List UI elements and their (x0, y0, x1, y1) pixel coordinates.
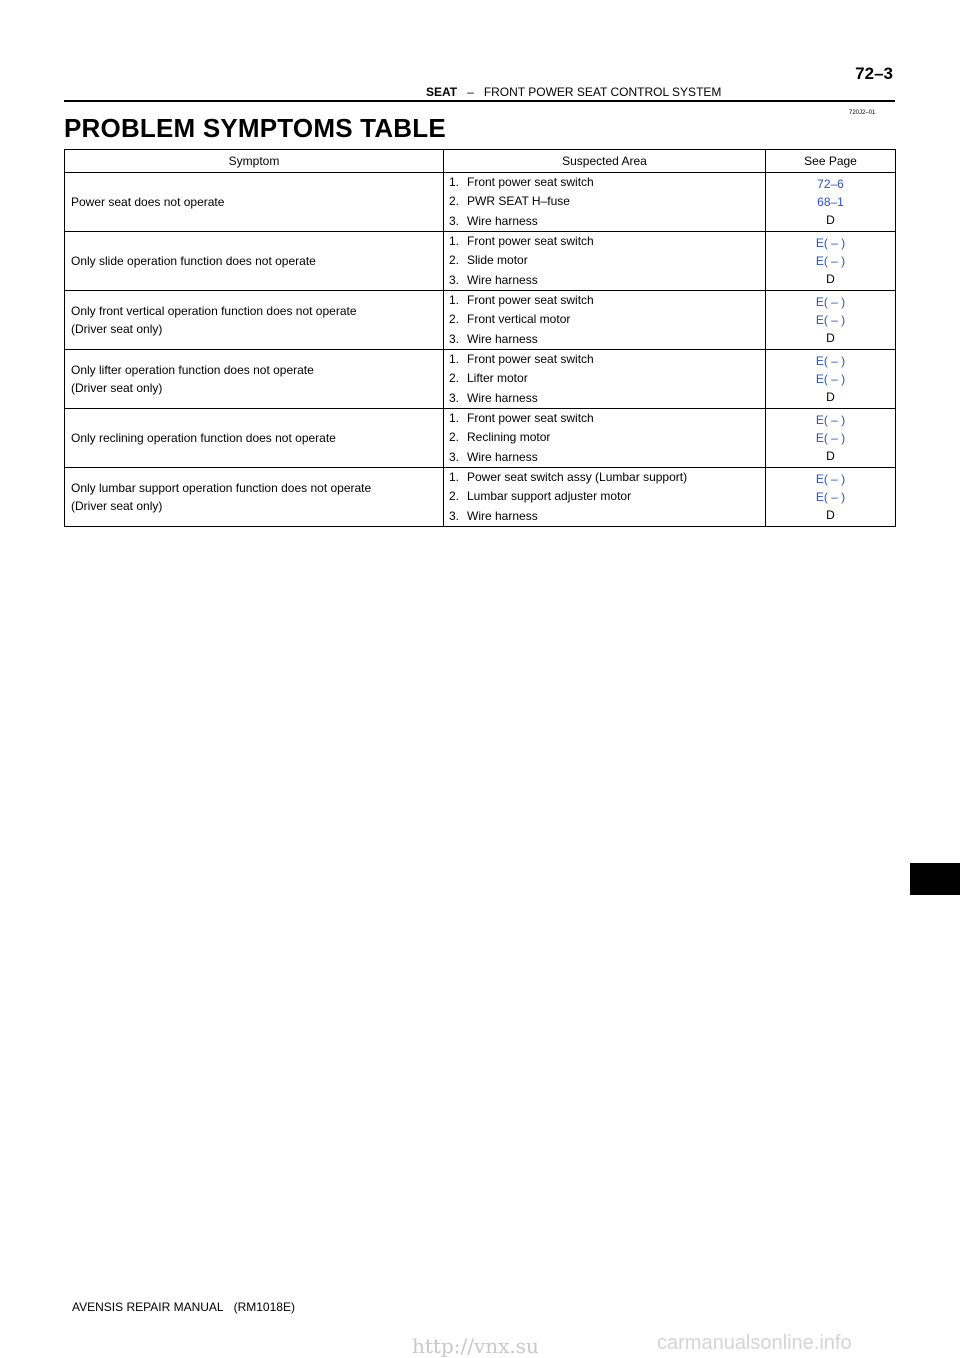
item-text: Front power seat switch (467, 352, 594, 367)
manual-title: AVENSIS REPAIR MANUAL (72, 1300, 224, 1314)
suspected-area-item (449, 291, 759, 310)
document-id: 720J2–01 (849, 110, 876, 116)
item-text: Lumbar support adjuster motor (467, 489, 632, 504)
page-number: 72–3 (855, 64, 893, 83)
symptom-text: Only reclining operation function does not operate (71, 431, 336, 445)
page-reference-link[interactable]: E( – ) (815, 354, 846, 368)
item-number: 2. (449, 430, 460, 445)
suspected-area-cell (444, 350, 766, 409)
suspected-area-item (449, 330, 759, 349)
see-page-cell (766, 350, 896, 409)
suspected-area-item (449, 173, 759, 192)
see-page-cell (766, 173, 896, 232)
suspected-area-cell (444, 291, 766, 350)
item-number: 1. (449, 175, 460, 190)
suspected-area-item (449, 251, 759, 270)
site-watermark: carmanualsonline.info (657, 1332, 852, 1354)
suspected-area-item (449, 232, 759, 251)
page-reference-link[interactable]: E( – ) (815, 236, 846, 250)
symptom-cell (65, 350, 444, 409)
item-number: 3. (449, 272, 460, 287)
item-text: Front power seat switch (467, 234, 594, 249)
item-number: 2. (449, 253, 460, 268)
section-name: SEAT (426, 85, 458, 99)
symptom-cell (65, 291, 444, 350)
page-reference-link[interactable]: E( – ) (815, 472, 846, 486)
item-text: PWR SEAT H–fuse (467, 194, 570, 209)
page-reference-link[interactable]: E( – ) (815, 431, 846, 445)
item-text: Wire harness (467, 390, 538, 405)
table-row (65, 232, 896, 291)
suspected-area-item (449, 271, 759, 290)
suspected-area-item (449, 310, 759, 329)
symptom-text: Only slide operation function does not operate (71, 254, 316, 268)
item-number: 1. (449, 411, 460, 426)
suspected-area-item (449, 409, 759, 428)
suspected-area-item (449, 468, 759, 487)
table-row (65, 291, 896, 350)
problem-symptoms-table (64, 149, 896, 527)
item-number: 2. (449, 371, 460, 386)
page-reference-link[interactable]: E( – ) (815, 372, 846, 386)
item-text: Wire harness (467, 449, 538, 464)
table-row (65, 173, 896, 232)
suspected-area-item (449, 350, 759, 369)
suspected-area-cell (444, 409, 766, 468)
item-text: Front power seat switch (467, 175, 594, 190)
page-reference: D (826, 213, 835, 227)
table-row (65, 350, 896, 409)
manual-code: (RM1018E) (233, 1300, 295, 1314)
item-text: Lifter motor (467, 371, 528, 386)
item-text: Wire harness (467, 331, 538, 346)
symptom-cell (65, 232, 444, 291)
suspected-area-cell (444, 468, 766, 527)
item-text: Wire harness (467, 272, 538, 287)
suspected-area-item (449, 212, 759, 231)
item-text: Slide motor (467, 253, 528, 268)
column-header-suspected-area: Suspected Area (444, 150, 766, 173)
table-row (65, 409, 896, 468)
table-row (65, 468, 896, 527)
symptom-text: (Driver seat only) (71, 499, 163, 513)
page-reference: D (826, 508, 835, 522)
suspected-area-item (449, 428, 759, 447)
table-header-row (65, 150, 896, 173)
item-number: 2. (449, 312, 460, 327)
section-tab-marker (910, 863, 960, 895)
item-number: 1. (449, 352, 460, 367)
header-separator: – (467, 85, 474, 99)
item-number: 3. (449, 390, 460, 405)
page-reference: D (826, 390, 835, 404)
symptom-text: (Driver seat only) (71, 322, 163, 336)
page-reference-link[interactable]: E( – ) (815, 490, 846, 504)
item-number: 1. (449, 470, 460, 485)
see-page-cell (766, 409, 896, 468)
page-reference-link[interactable]: 72–6 (817, 177, 844, 191)
symptom-text: (Driver seat only) (71, 381, 163, 395)
see-page-cell (766, 468, 896, 527)
suspected-area-cell (444, 173, 766, 232)
symptom-cell (65, 468, 444, 527)
symptom-text: Power seat does not operate (71, 195, 225, 209)
item-number: 1. (449, 293, 460, 308)
see-page-cell (766, 232, 896, 291)
suspected-area-item (449, 448, 759, 467)
item-number: 1. (449, 234, 460, 249)
suspected-area-item (449, 369, 759, 388)
suspected-area-cell (444, 232, 766, 291)
column-header-see-page: See Page (766, 150, 896, 173)
suspected-area-item (449, 192, 759, 211)
page-reference-link[interactable]: E( – ) (815, 254, 846, 268)
item-text: Front power seat switch (467, 293, 594, 308)
page-reference: D (826, 331, 835, 345)
item-number: 3. (449, 331, 460, 346)
item-number: 2. (449, 489, 460, 504)
page-reference-link[interactable]: 68–1 (817, 195, 844, 209)
item-text: Front power seat switch (467, 411, 594, 426)
symptom-text: Only lumbar support operation function does not operate (71, 481, 372, 495)
page-reference-link[interactable]: E( – ) (815, 413, 846, 427)
symptom-text: Only front vertical operation function does not operate (71, 304, 357, 318)
page-reference-link[interactable]: E( – ) (815, 313, 846, 327)
symptom-cell (65, 173, 444, 232)
symptom-text: Only lifter operation function does not operate (71, 363, 314, 377)
suspected-area-item (449, 507, 759, 526)
page-reference: D (826, 272, 835, 286)
symptom-cell (65, 409, 444, 468)
item-number: 2. (449, 194, 460, 209)
item-text: Reclining motor (467, 430, 551, 445)
column-header-symptom: Symptom (65, 150, 444, 173)
see-page-cell (766, 291, 896, 350)
item-number: 3. (449, 449, 460, 464)
item-text: Wire harness (467, 213, 538, 228)
page-reference-link[interactable]: E( – ) (815, 295, 846, 309)
suspected-area-item (449, 487, 759, 506)
footer (72, 1300, 295, 1314)
suspected-area-item (449, 389, 759, 408)
header-rule (64, 100, 895, 102)
source-url-watermark[interactable]: http://vnx.su (412, 1334, 539, 1358)
page-title: PROBLEM SYMPTOMS TABLE (64, 113, 446, 143)
subsection-name: FRONT POWER SEAT CONTROL SYSTEM (483, 85, 722, 99)
item-text: Wire harness (467, 508, 538, 523)
section-header (426, 85, 721, 99)
item-text: Power seat switch assy (Lumbar support) (467, 470, 688, 485)
page-reference: D (826, 449, 835, 463)
item-text: Front vertical motor (467, 312, 571, 327)
item-number: 3. (449, 508, 460, 523)
item-number: 3. (449, 213, 460, 228)
